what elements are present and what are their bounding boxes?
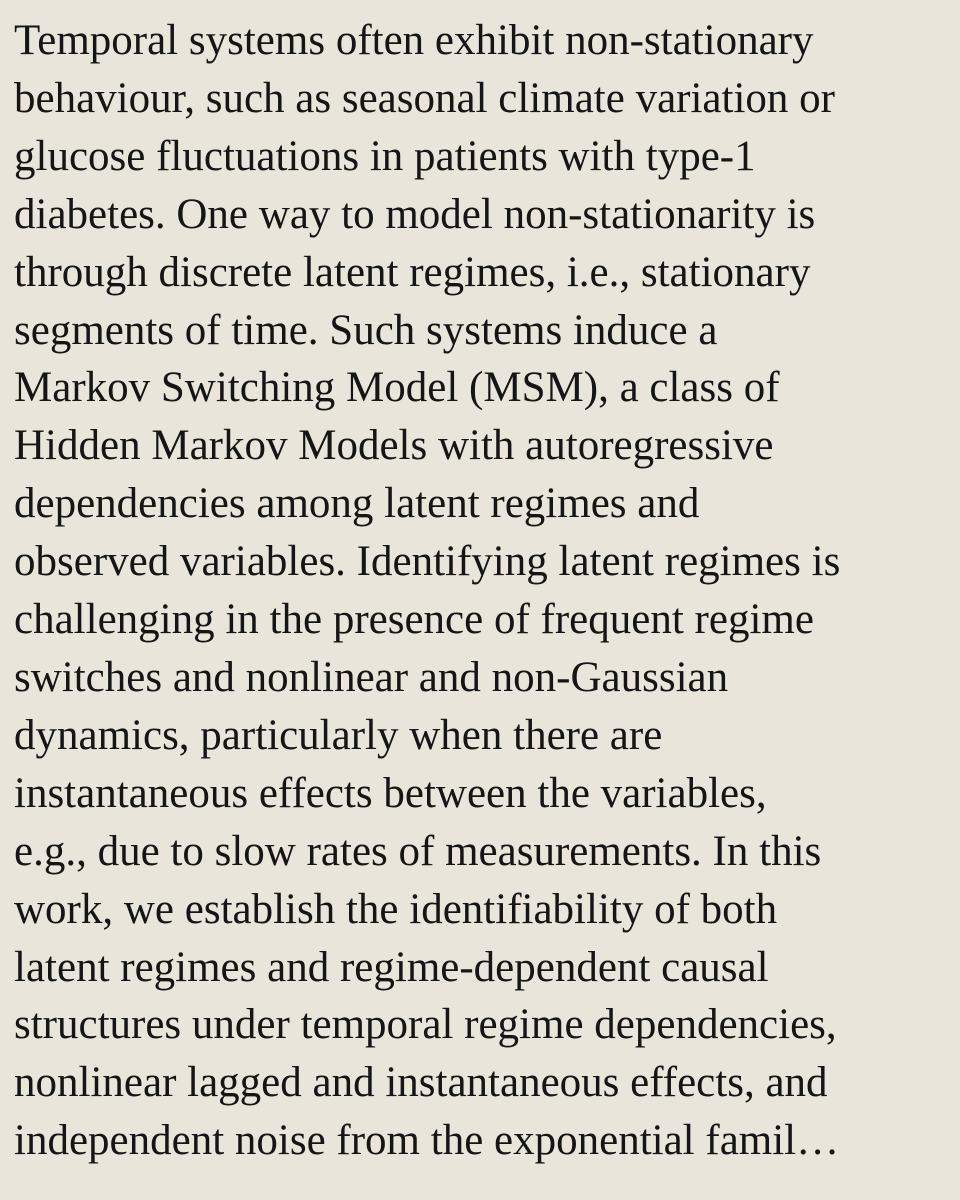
text-line: Markov Switching Model (MSM), a class of [14,364,780,412]
text-line: through discrete latent regimes, i.e., stationary [14,248,811,296]
text-line: latent regimes and regime-dependent causal [14,943,769,991]
text-line: structures under temporal regime dependencies, [14,1001,837,1049]
text-line: nonlinear lagged and instantaneous effects, and [14,1059,828,1107]
text-line: segments of time. Such systems induce a [14,306,718,354]
text-line: diabetes. One way to model non-stationarity is [14,190,816,238]
text-line: work, we establish the identifiability of both [14,885,778,933]
text-line: dynamics, particularly when there are [14,711,663,759]
text-line: dependencies among latent regimes and [14,480,700,528]
text-line: independent noise from the exponential famil… [14,1117,840,1165]
text-line: observed variables. Identifying latent regimes is [14,538,841,586]
abstract-paragraph [14,12,954,1170]
text-line: challenging in the presence of frequent regime [14,596,814,644]
text-line: Temporal systems often exhibit non-stationary [14,17,814,64]
text-line: e.g., due to slow rates of measurements. In this [14,827,822,875]
text-line: switches and nonlinear and non-Gaussian [14,653,729,701]
text-line: Hidden Markov Models with autoregressive [14,422,774,470]
text-line: glucose fluctuations in patients with type-1 [14,132,756,180]
text-line: instantaneous effects between the variables, [14,769,767,817]
text-line: behaviour, such as seasonal climate variation or [14,74,835,122]
